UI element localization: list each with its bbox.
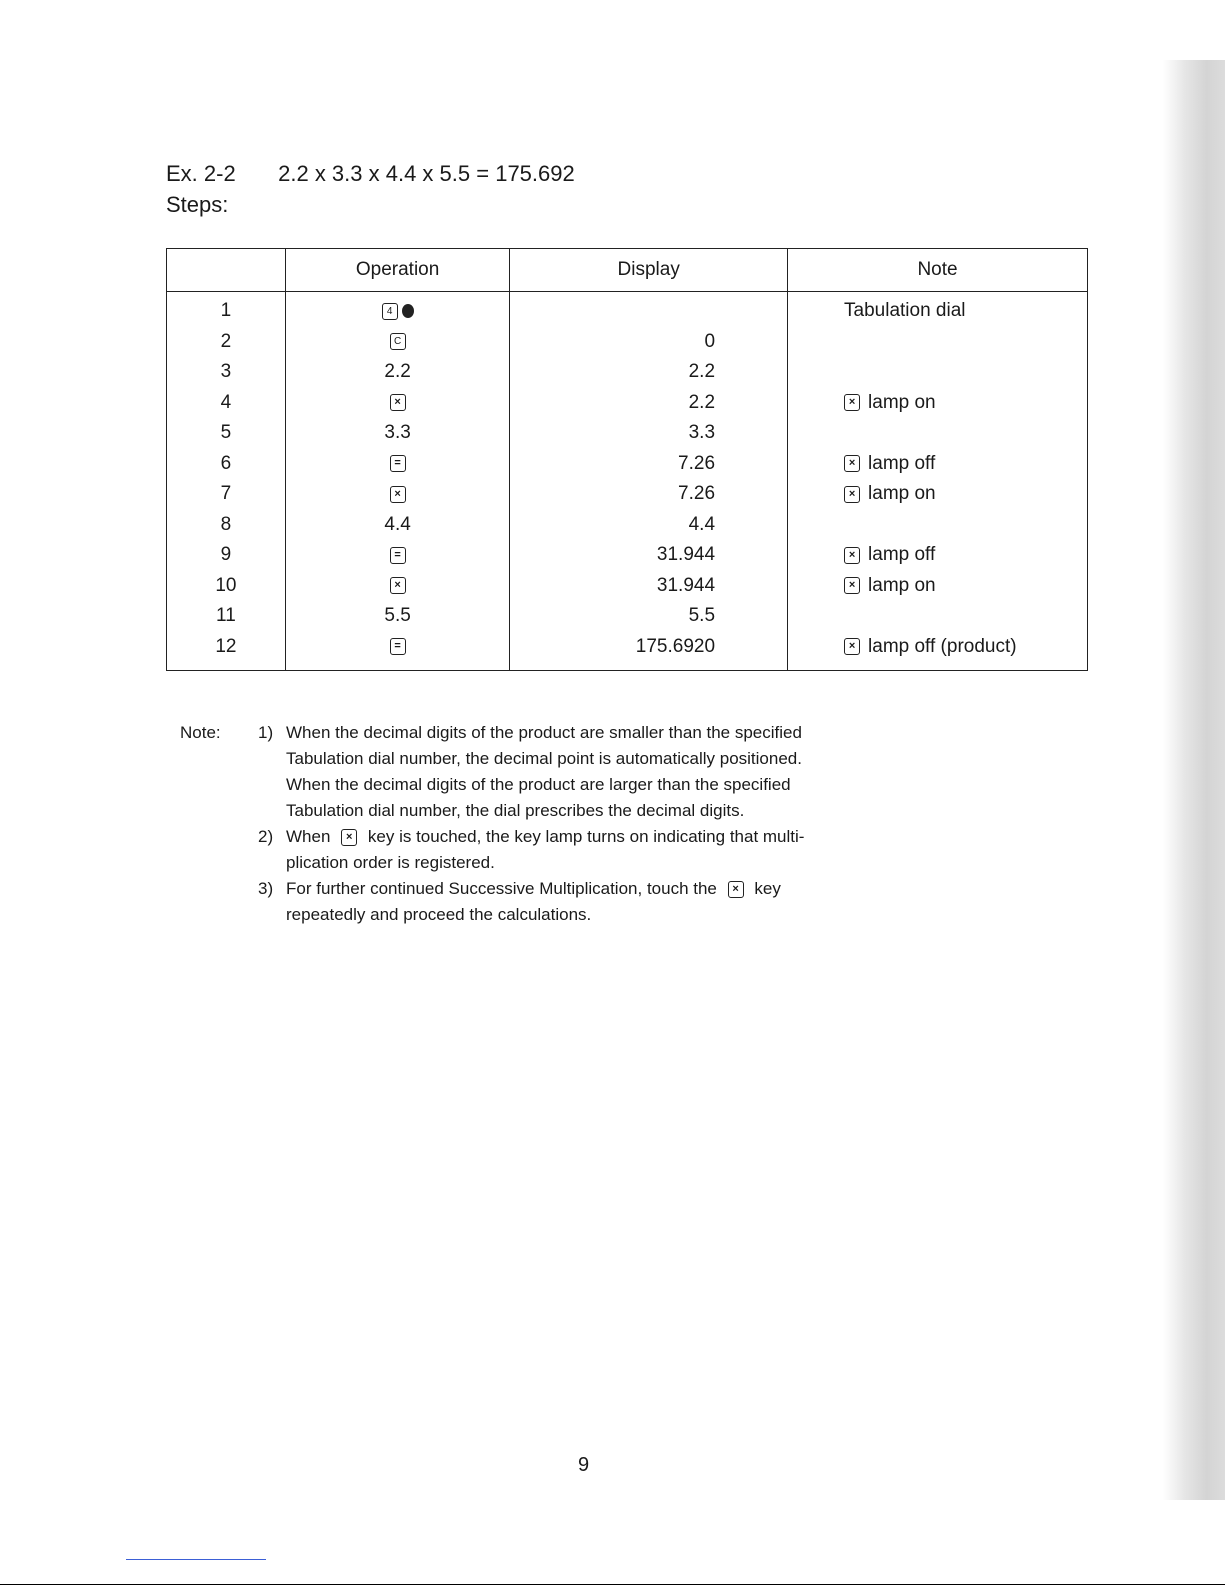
equals-key-icon: =: [390, 638, 406, 655]
note-text-after: key: [754, 879, 781, 898]
page-edge-shadow: [1163, 60, 1225, 1500]
operation-cell: [285, 388, 510, 419]
note-line: repeatedly and proceed the calculations.: [286, 905, 592, 924]
step-number: 3: [167, 357, 286, 388]
multiply-key-icon: ×: [844, 455, 860, 472]
step-number: 8: [167, 510, 286, 541]
display-value: 0: [510, 327, 788, 358]
multiply-key-icon: ×: [844, 547, 860, 564]
step-number: 11: [167, 601, 286, 632]
example-label: Ex. 2-2: [166, 161, 236, 186]
display-value: [510, 292, 788, 327]
tabulation-key-icon: 4: [382, 303, 398, 320]
operation-cell: [285, 571, 510, 602]
note-number: 2): [258, 827, 274, 846]
note-number: 3): [258, 879, 274, 898]
operation-cell: [285, 632, 510, 671]
clear-key-icon: C: [390, 333, 406, 350]
display-value: 3.3: [510, 418, 788, 449]
header-display: Display: [510, 249, 788, 292]
operation-cell: [285, 292, 510, 327]
note-text: lamp on: [868, 391, 936, 413]
note-cell: [788, 632, 1088, 671]
step-number: 10: [167, 571, 286, 602]
operation-value: 5.5: [384, 605, 411, 627]
step-number: 7: [167, 479, 286, 510]
operation-cell: [285, 418, 510, 449]
note-text: lamp on: [868, 574, 936, 596]
note-number: 1): [258, 723, 274, 742]
header-operation: Operation: [285, 249, 510, 292]
note-line: When the decimal digits of the product are larger than the specified: [286, 775, 791, 794]
operation-cell: [285, 327, 510, 358]
header-step: [167, 249, 286, 292]
table-row: [167, 601, 1088, 632]
note-line: plication order is registered.: [286, 853, 495, 872]
operation-cell: [285, 601, 510, 632]
note-cell: [788, 449, 1088, 480]
steps-table: [166, 248, 1088, 671]
table-row: [167, 571, 1088, 602]
display-value: 2.2: [510, 388, 788, 419]
note-cell: [788, 292, 1088, 327]
multiply-key-icon: ×: [341, 829, 357, 846]
operation-cell: [285, 479, 510, 510]
note-cell: [788, 540, 1088, 571]
step-number: 4: [167, 388, 286, 419]
note-text: lamp on: [868, 483, 936, 505]
table-row: [167, 357, 1088, 388]
note-line: When the decimal digits of the product are smaller than the specified: [286, 723, 802, 742]
note-text: Tabulation dial: [844, 300, 966, 322]
display-value: 2.2: [510, 357, 788, 388]
dial-dot-icon: [402, 304, 414, 318]
table-body: [167, 292, 1088, 671]
note-cell: [788, 388, 1088, 419]
note-text-after: key is touched, the key lamp turns on indicating that multi-: [367, 827, 805, 846]
note-cell: [788, 357, 1088, 388]
note-line: Tabulation dial number, the dial prescribes the decimal digits.: [286, 801, 745, 820]
note-text: lamp off (product): [868, 635, 1017, 657]
table-row: [167, 418, 1088, 449]
step-number: 6: [167, 449, 286, 480]
operation-cell: [285, 540, 510, 571]
step-number: 1: [167, 292, 286, 327]
note-text: lamp off: [868, 452, 936, 474]
operation-value: 2.2: [384, 361, 411, 383]
note-text: [286, 824, 906, 876]
table-row: [167, 540, 1088, 571]
step-number: 5: [167, 418, 286, 449]
example-header: [166, 158, 575, 220]
step-number: 12: [167, 632, 286, 671]
operation-cell: [285, 357, 510, 388]
header-note: Note: [788, 249, 1088, 292]
multiply-key-icon: ×: [390, 486, 406, 503]
table-row: [167, 632, 1088, 671]
table-row: [167, 388, 1088, 419]
multiply-key-icon: ×: [390, 577, 406, 594]
display-value: 175.6920: [510, 632, 788, 671]
note-cell: [788, 327, 1088, 358]
display-value: 7.26: [510, 449, 788, 480]
step-number: 9: [167, 540, 286, 571]
note-text: lamp off: [868, 544, 936, 566]
note-cell: [788, 479, 1088, 510]
page-number: 9: [578, 1454, 590, 1476]
operation-value: 3.3: [384, 422, 411, 444]
step-number: 2: [167, 327, 286, 358]
table-row: [167, 327, 1088, 358]
table-row: [167, 479, 1088, 510]
example-equation: 2.2 x 3.3 x 4.4 x 5.5 = 175.692: [278, 161, 575, 186]
display-value: 5.5: [510, 601, 788, 632]
operation-cell: [285, 449, 510, 480]
display-value: 31.944: [510, 571, 788, 602]
multiply-key-icon: ×: [390, 394, 406, 411]
display-value: 31.944: [510, 540, 788, 571]
table-row: [167, 449, 1088, 480]
table-row: [167, 292, 1088, 327]
note-cell: [788, 510, 1088, 541]
multiply-key-icon: ×: [844, 577, 860, 594]
note-line: Tabulation dial number, the decimal point is automatically positioned.: [286, 749, 802, 768]
note-text-before: When: [286, 827, 331, 846]
table-row: [167, 510, 1088, 541]
notes-label: Note:: [180, 723, 221, 742]
equals-key-icon: =: [390, 547, 406, 564]
multiply-key-icon: ×: [728, 881, 744, 898]
operation-value: 4.4: [384, 513, 411, 535]
multiply-key-icon: ×: [844, 638, 860, 655]
display-value: 4.4: [510, 510, 788, 541]
note-text: [286, 876, 906, 928]
note-cell: [788, 418, 1088, 449]
note-cell: [788, 571, 1088, 602]
display-value: 7.26: [510, 479, 788, 510]
note-text-before: For further continued Successive Multiplication, touch the: [286, 879, 717, 898]
note-text: [286, 720, 906, 824]
note-cell: [788, 601, 1088, 632]
table-header-row: [167, 249, 1088, 292]
operation-cell: [285, 510, 510, 541]
footer-link-line: [126, 1559, 266, 1560]
multiply-key-icon: ×: [844, 486, 860, 503]
multiply-key-icon: ×: [844, 394, 860, 411]
equals-key-icon: =: [390, 455, 406, 472]
steps-label: Steps:: [166, 192, 229, 217]
